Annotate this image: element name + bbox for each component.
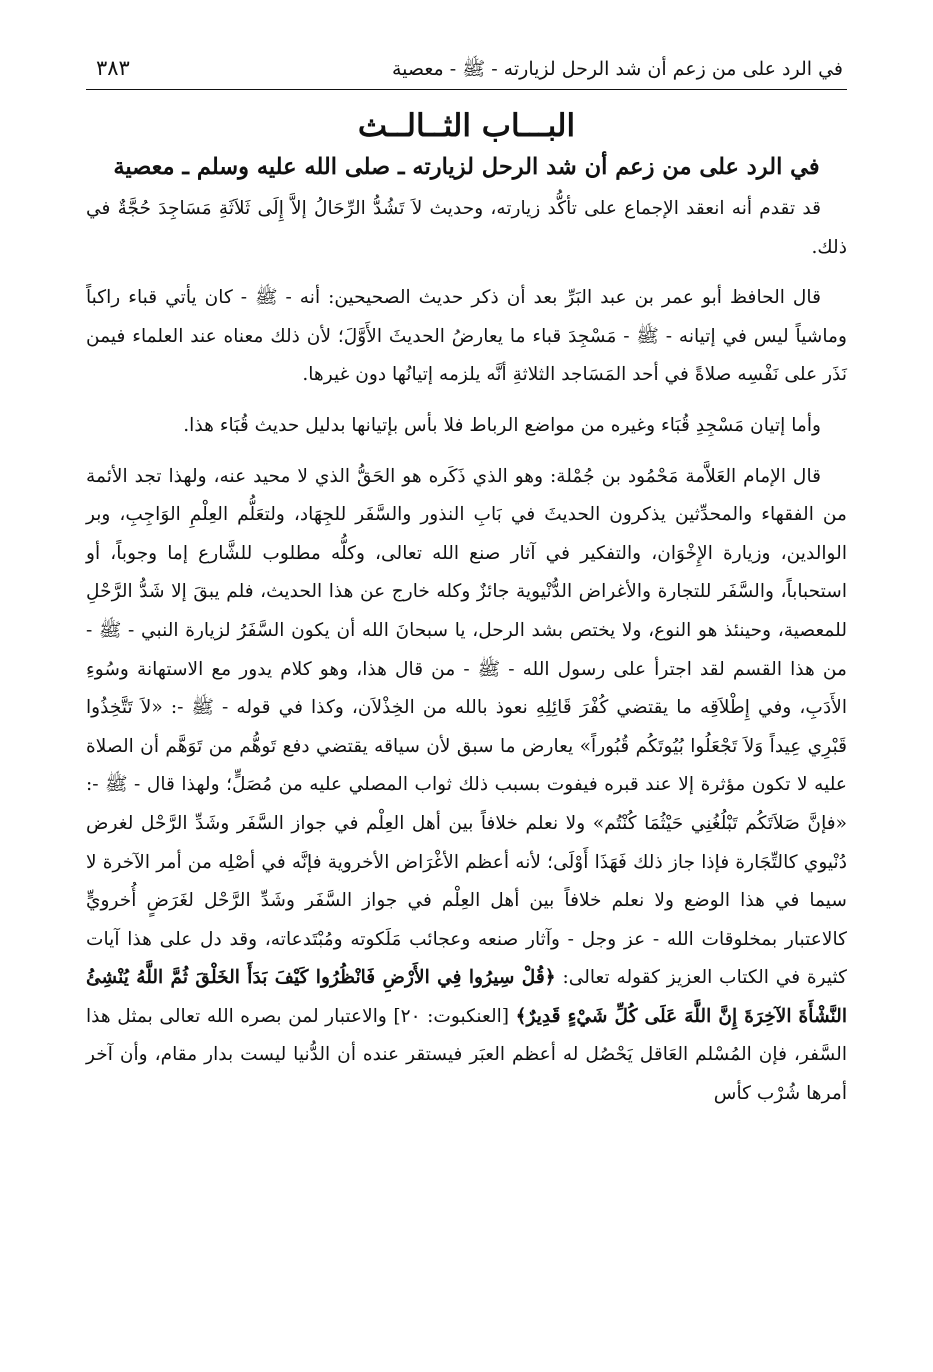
page-number: ٣٨٣ (96, 56, 130, 80)
paragraph-ibn-jumla-continued: [العنكبوت: ٢٠] والاعتبار لمن بصره الله تعالى بمثل هذا السَّفر، فإن المُسْلم العَاقل يَحْصُل له أعظم العبَر فيستقر عنده أن الدُّنيا ليست بدار مقام، وأن آخر أمرها شُرْب كأس (86, 1005, 847, 1105)
paragraph-ibn-abd-al-barr: قال الحافظ أبو عمر بن عبد البَرِّ بعد أن ذكر حديث الصحيحين: أنه - ﷺ - كان يأتي قباء راكباً وماشياً ليس في إتيانه - ﷺ - مَسْجِدَ قباء ما يعارضُ الحديثَ الأَوَّلَ؛ لأن ذلك معناه عند العلماء فيمن نَذَر على نَفْسِه صلاةً في أحد المَسَاجد الثلاثةِ أنَّه يلزمه إتيانُها دون غيرها. (86, 287, 847, 386)
paragraph-ibn-jumla-text: قال الإمام العَلاَّمة مَحْمُود بن جُمْلة: وهو الذي ذَكَره هو الحَقُّ الذي لا محيد عنه، ولهذا تجد الأئمة من الفقهاء والمحدِّثين يذكرون الحديثَ في بَابِ النذور والسَّفَر للجِهَاد، ولتعَلُّم العِلْمِ الوَاجِبِ، وبر الوالدين، وزيارة الإِخْوَان، والتفكير في آثار صنع الله تعالى، وكلُّه مطلوب للشَّارع إما وجوباً، أو استحباباً، والسَّفَر للتجارة والأغراض الدُّنْيوية جائزٌ وكله خارج عن هذا الحديث، فلم يبقَ إلا شَدُّ الرَّحْلِ للمعصية، وحينئذ هو النوع، ولا يختص بشد الرحل، يا سبحانَ الله أن يكون السَّفَرُ لزيارة النبي - ﷺ - من هذا القسم لقد اجترأ على رسول الله - ﷺ - من قال هذا، وهو كلام يدور مع الاستهانة وسُوءِ الأَدَبِ، وفي إِطْلاَقِه ما يقتضي كُفْرَ قَائِلِهِ نعوذ بالله من الخِذْلاَن، وكذا في قوله - ﷺ -: «لاَ تَتَّخِذُوا قَبْرِي عِيداً وَلاَ تَجْعَلُوا بُيُوتَكُم قُبُوراً» يعارض ما سبق لأن سياقه يقتضي دفع تَوهُّم من تَوَهَّم أن الصلاة عليه لا تكون مؤثرة إلا عند قبره فيفوت بسبب ذلك ثواب المصلي عليه من مُصَلٍّ؛ ولهذا قال - ﷺ -: «فإنَّ صَلاَتَكُم تَبْلُغُنِي حَيْثُمَا كُنْتُم» ولا نعلم خلافاً بين أهل العِلْم في جواز السَّفَر وشَدِّ الرَّحْل لغرض دُنْيوي كالتِّجَارة فإذا جاز ذلك فَهَذَا أَوْلَى؛ لأنه أعظم الأغْرَاض الأخروية فإنَّه في أصْلِه من أمر الآخرة لا سيما في هذا الوضع ولا نعلم خلافاً بين أهل العِلْم في جواز السَّفَر وشَدِّ الرَّحْل لغَرَضٍ أُخرويٍّ كالاعتبار بمخلوقات الله - عز وجل - وآثار صنعه وعجائب مَلَكوته ومُبْتَدعاته، وقد دل على هذا آيات كثيرة في الكتاب العزيز كقوله تعالى: (86, 465, 848, 989)
chapter-subtitle: في الرد على من زعم أن شد الرحل لزيارته ـ صلى الله عليه وسلم ـ معصية (113, 154, 820, 180)
paragraph-intro: قد تقدم أنه انعقد الإجماع على تأكُّد زيارته، وحديث لاَ تَشُدُّ الرِّحَالُ إلاَّ إِلَى ثَلاَثَةِ مَسَاجِدَ حُجَّةٌ في ذلك. (86, 198, 847, 258)
paragraph-ibn-jumla (86, 458, 847, 1114)
chapter-title: البـــاب الثــالــث (357, 108, 576, 144)
header-title: في الرد على من زعم أن شد الرحل لزيارته - ﷺ - معصية (391, 58, 843, 80)
quran-verse: ﴿قُلْ سِيرُوا فِي الأَرْضِ فَانْظُرُوا كَيْفَ بَدَأَ الخَلْقَ ثُمَّ اللَّهُ يُنْشِئُ النَّشْأَةَ الآخِرَةَ إِنَّ اللَّهَ عَلَى كُلِّ شَيْءٍ قَدِيرٌ﴾ (86, 967, 847, 1027)
running-header (86, 52, 847, 90)
paragraph-quba: وأما إتيان مَسْجِدِ قُبَاء وغيره من مواضع الرباط فلا بأس بإتيانها بدليل حديث قُبَاء هذا. (183, 414, 821, 436)
